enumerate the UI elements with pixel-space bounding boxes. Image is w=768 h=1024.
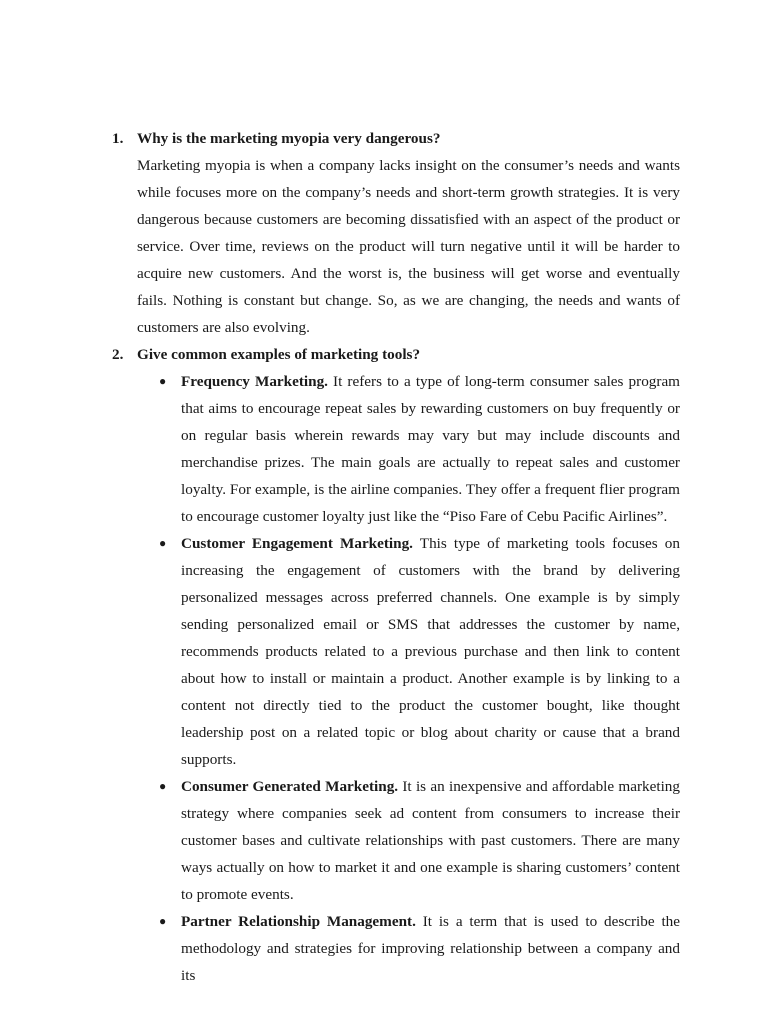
bullet-body: It is a term that is used to describe the methodology and strategies for improving relationship between a company and its <box>181 913 680 984</box>
document-body <box>112 125 680 989</box>
bullet-body: It refers to a type of long-term consumer sales program that aims to encourage repeat sales by rewarding customers on buy frequently or on regular basis wherein rewards may vary but may include discounts and merchandise prizes. The main goals are actually to repeat sales and customer loyalty. For example, is the airline companies. They offer a frequent flier program to encourage customer loyalty just like the “Piso Fare of Cebu Pacific Airlines”. <box>181 373 680 525</box>
list-item <box>159 368 680 530</box>
list-item <box>159 908 680 989</box>
list-item <box>159 773 680 908</box>
question-1 <box>112 125 680 341</box>
bullet-icon: ● <box>159 536 167 550</box>
bullet-icon: ● <box>159 374 167 388</box>
bullet-term: Customer Engagement Marketing. <box>181 535 413 552</box>
question-1-number: 1. <box>112 130 124 147</box>
question-2-heading: Give common examples of marketing tools? <box>137 346 421 363</box>
marketing-tools-list <box>159 368 680 989</box>
bullet-term: Partner Relationship Management. <box>181 913 416 930</box>
list-item <box>159 530 680 773</box>
bullet-term: Frequency Marketing. <box>181 373 328 390</box>
question-2 <box>112 341 680 989</box>
bullet-icon: ● <box>159 914 167 928</box>
bullet-body: It is an inexpensive and affordable marketing strategy where companies seek ad content from consumers to increase their customer bases and cultivate relationships with past customers. There are many ways actually on how to market it and one example is sharing customers’ content to promote events. <box>181 778 680 903</box>
question-1-answer: Marketing myopia is when a company lacks insight on the consumer’s needs and wants while focuses more on the company’s needs and short-term growth strategies. It is very dangerous because customers are becoming dissatisfied with an aspect of the product or service. Over time, reviews on the product will turn negative until it will be harder to acquire new customers. And the worst is, the business will get worse and eventually fails. Nothing is constant but change. So, as we are changing, the needs and wants of customers are also evolving. <box>137 157 680 336</box>
bullet-body: This type of marketing tools focuses on increasing the engagement of customers with the brand by delivering personalized messages across preferred channels. One example is by simply sending personalized email or SMS that addresses the customer by name, recommends products related to a previous purchase and then link to content about how to install or maintain a product. Another example is by linking to a content not directly tied to the product the customer bought, like thought leadership post on a related topic or blog about charity or cause that a brand supports. <box>181 535 680 768</box>
bullet-term: Consumer Generated Marketing. <box>181 778 399 795</box>
question-2-number: 2. <box>112 346 124 363</box>
question-1-heading: Why is the marketing myopia very dangerous? <box>137 130 441 147</box>
bullet-icon: ● <box>159 779 167 793</box>
